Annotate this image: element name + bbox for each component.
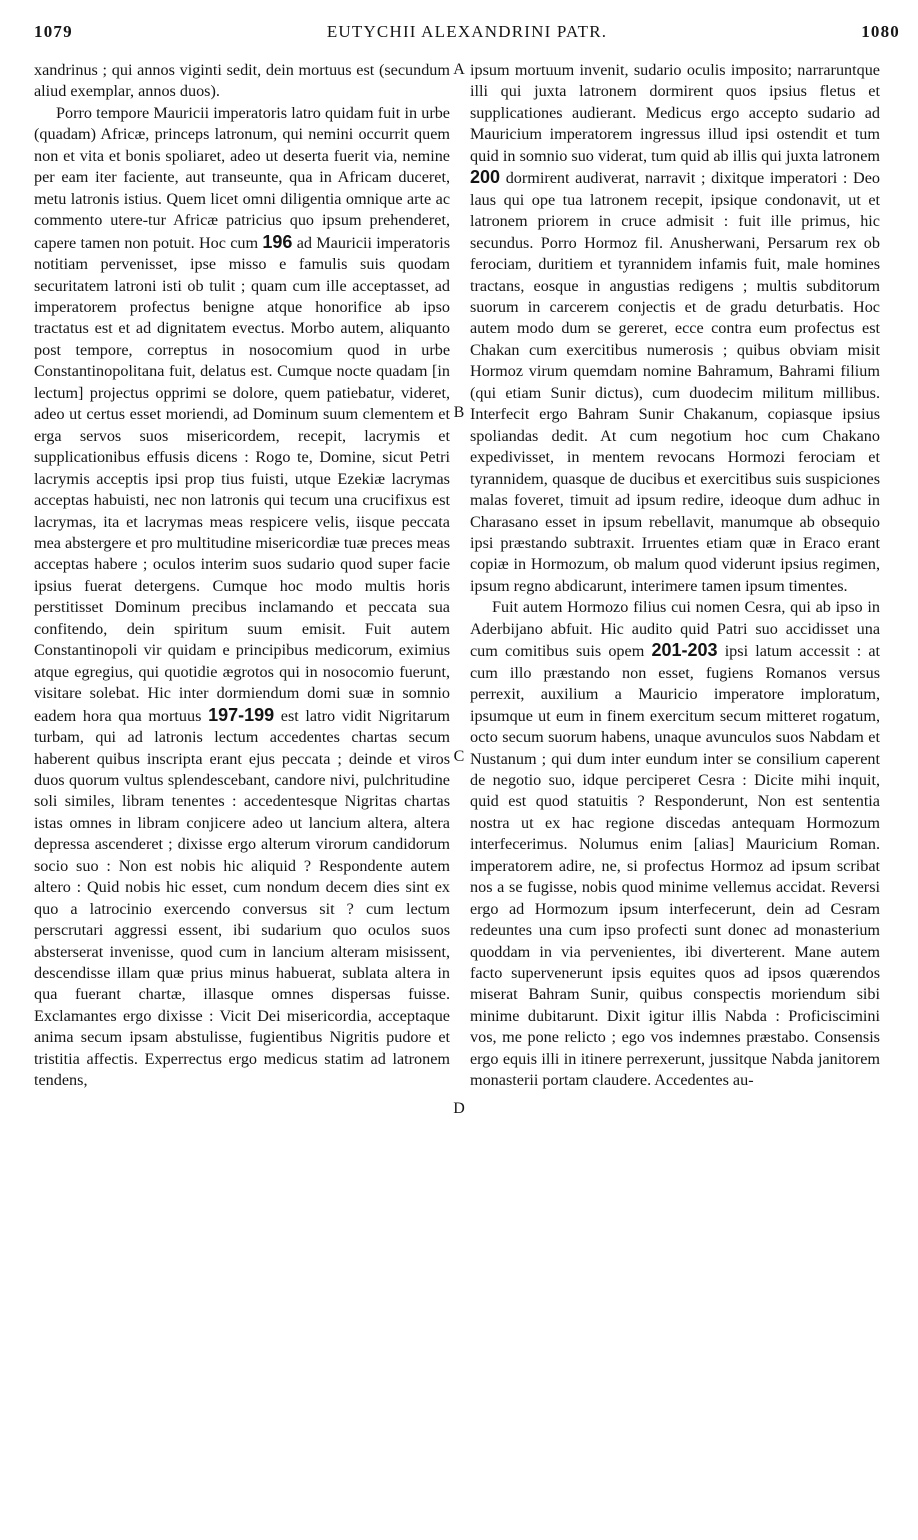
page-header <box>34 22 900 52</box>
left-column <box>34 60 450 1092</box>
text-segment: ad Mauricii imperatoris notitiam pervenisset, ipse misso e famulis suis quodam securitatem latroni isti ob tulit ; quam cum ille acceptasset, ad imperatorem profectus benigne atque honorifice ab ipso tractatus est et ad dignitatem evectus. Morbo autem, aliquanto post tempore, correptus in nosocomium quod in urbe Constantinopolitana fuit, delatus est. Cumque nocte quadam [in lectum] projectus opprimi se dolore, quem patiebatur, videret, adeo ut certus esset moriendi, ad Dominum suum clementem et erga servos suos misericordem, recepit, lacrymis et supplicationibus effusis dicens : Rogo te, Domine, sicut Petri lacrymis acceptis ipsi prop tius fuisti, utque Ezekiæ lacrymas acceptas habuisti, nec non latronis qui tecum una crucifixus est lacrymas, ita et lacrymas meas respicere velis, iisque peccata mea abstergere et pro multitudine misericordiæ tuæ preces meas acceptas habere ; oculos interim suos sudario quod super facie ipsius fuerat detergens. Cumque hoc modo multis horis perstitisset Dominum precibus inclamando et peccata sua confitendo, dein spiritum suum emisit. Fuit autem Constantinopoli vir quidam e principibus medicorum, eximius atque egregius, qui quotidie ægrotos qui in nosocomio fuerunt, visitare solebat. Hic inter dormiendum domi suæ in somnio eadem hora qua mortuus <box>34 233 451 725</box>
column-number-201-203: 201-203 <box>651 640 718 661</box>
paragraph-right-1 <box>470 60 880 597</box>
right-column <box>470 60 880 1092</box>
text-segment: ipsi latum accessit : at cum illo præstando non esset, fugiens Romanos versus perrexit, auxilium a Mauricio imperatore imploratum, ipsumque ut eum in finem exercitum secum mitteret rogatum, octo secum suorum habens, unaque avunculos suos Nabdam et Nustanum ; qui dum inter eundum inter se consilium caperent de negotio suo, idque perciperet Cesra : Dicite mihi inquit, quid est quod statuitis ? Responderunt, Non est sententia nostra ut ex hac regione discedas antequam Hormozum interfecerimus. Nolumus enim [alias] Mauricium Roman. imperatorem adire, ne, si profectus Hormoz ad ipsum scribat nos a se fugisse, nobis quod minime vellemus accidat. Reversi ergo ad Hormozum ipsum interfecerunt, dein ad Cesram redeuntes una cum ipso profecti sunt donec ad monasterium quoddam in via pervenientes, ibi diverterent. Mane autem facto supervenerunt ipsis equites quos ad ipsos quærendos miserat Bahram Sunir, quibus conspectis moriendum sibi minime dubitarunt. Dixit igitur illis Nabda : Proficiscimini vos, me pone relicto ; ego vos indemnes præstabo. Consensis ergo equis illi in itinere perrexerunt, jussitque Nabda janitorem monasterii portam claudere. Accedentes au- <box>470 642 881 1090</box>
column-number-200: 200 <box>470 167 501 188</box>
margin-letter-a: A <box>453 61 465 78</box>
margin-letter-d: D <box>453 1100 465 1117</box>
margin-letter-b: B <box>453 404 465 421</box>
page-number-right: 1080 <box>861 22 900 41</box>
paragraph-left-2 <box>34 103 450 1092</box>
paragraph-left-1: xandrinus ; qui annos viginti sedit, dein mortuus est (secundum aliud exemplar, annos duos). <box>34 61 450 101</box>
margin-letter-c: C <box>453 748 465 765</box>
running-title: EUTYCHII ALEXANDRINI PATR. <box>326 22 608 41</box>
text-segment: est latro vidit Nigritarum turbam, qui ad latronis lectum accedentes chartas secum haberent quibus inscripta erant ejus peccata ; deinde et viros duos quorum vultus splendescebant, candore nivi, pulchritudine soli similes, libram tenentes : accedentesque Nigritas chartas istas omnes in libram conjicere adeo ut lancium altera, altera depressa ascenderet ; dixisse ergo alterum virorum candidorum socio suo : Non est nobis hic aliquid ? Respondente autem altero : Quid nobis hic esset, cum nondum decem dies sint ex quo a latrocinio exercendo conversus sit ? cum lectum perscrutari aggressi essent, ibi sudarium quo oculos suos absterserat invenisse, quod cum in lancium alteram misissent, descendisse illam quæ prius minus habuerat, sublata altera in qua fuerant chartæ, illasque omnes dispersas fuisse. Exclamantes ergo dixisse : Vicit Dei misericordia, acceptaque anima secum ipsam abstulisse, fugientibus Nigritis pudore et tristitia affectis. Experrectus ergo medicus statim ad latronem tendens, <box>34 706 450 1090</box>
text-segment: dormirent audiverat, narravit ; dixitque imperatori : Deo laus qui ope tua latronem recepit, ipsique condonavit, ut et latronem priorem in cruce admisit : fuit ille primus, hic secundus. Porro Hormoz fil. Anusherwani, Persarum rex ob ferociam, duritiem et tyrannidem infamis fuit, male homines tractans, eosque in angustias redigens ; multis subditorum suorum in carcerem conjectis et de gradu deturbatis. Hoc autem modo dum se gereret, ecce contra eum profectus est Chakan cum exercitibus numerosis ; quibus obviam misit Hormoz virum quemdam nomine Bahramum, Bahrami filium (qui etiam Sunir dictus), cum duodecim militum millibus. Interfecit ergo Bahram Sunir Chakanum, copiasque ipsius spoliandas dedit. At cum negotium hoc cum Chakano expedivisset, in mentem revocans Hormozi ferociam et tyrannidem, quasque de ducibus et exercitibus suis suspiciones malas foveret, timuit ad ipsum redire, ideoque dum adhuc in Charasano esset in ipsum rebellavit, manumque ab obsequio ipsi præstando subtraxit. Irruentes etiam quæ in Eraco erant copiæ in Hormozum, ob malum quod viderunt ipsius regimen, ipsum regno abdicarunt, interimere tamen ipsum timentes. <box>470 169 881 595</box>
text-segment: ipsum mortuum invenit, sudario oculis imposito; narraruntque illi qui juxta latronem dormirent quos ipsius fletus et supplicationes audierant. Medicus ergo accepto sudario ad Mauricium imperatorem ingressus illud ipsi ostendit et tum quid in somnio suo viderat, tum quid ab illis qui juxta latronem <box>470 61 880 165</box>
text-segment: Fuit autem Hormozo filius cui nomen Cesra, qui ab ipso in Aderbijano abfuit. Hic audito quid Patri suo accidisset una cum comitibus suis opem <box>470 598 880 661</box>
column-number-196: 196 <box>262 231 293 252</box>
column-number-197-199: 197-199 <box>208 704 275 725</box>
paragraph-right-2 <box>470 597 880 1091</box>
text-segment: Porro tempore Mauricii imperatoris latro quidam fuit in urbe (quadam) Africæ, princeps latronum, qui nemini occurrit quem non et vita et bonis spoliaret, adeo ut deserta fuerit via, nemine per eam iter faciente, aut transeunte, qua in Africam duceret, metu latronis istius. Quem licet omni diligentia omnique arte ac commento utere-tur Africæ patricius quo ipsum prehenderet, capere tamen non potuit. Hoc cum <box>34 103 450 252</box>
page-number-left: 1079 <box>34 22 73 41</box>
